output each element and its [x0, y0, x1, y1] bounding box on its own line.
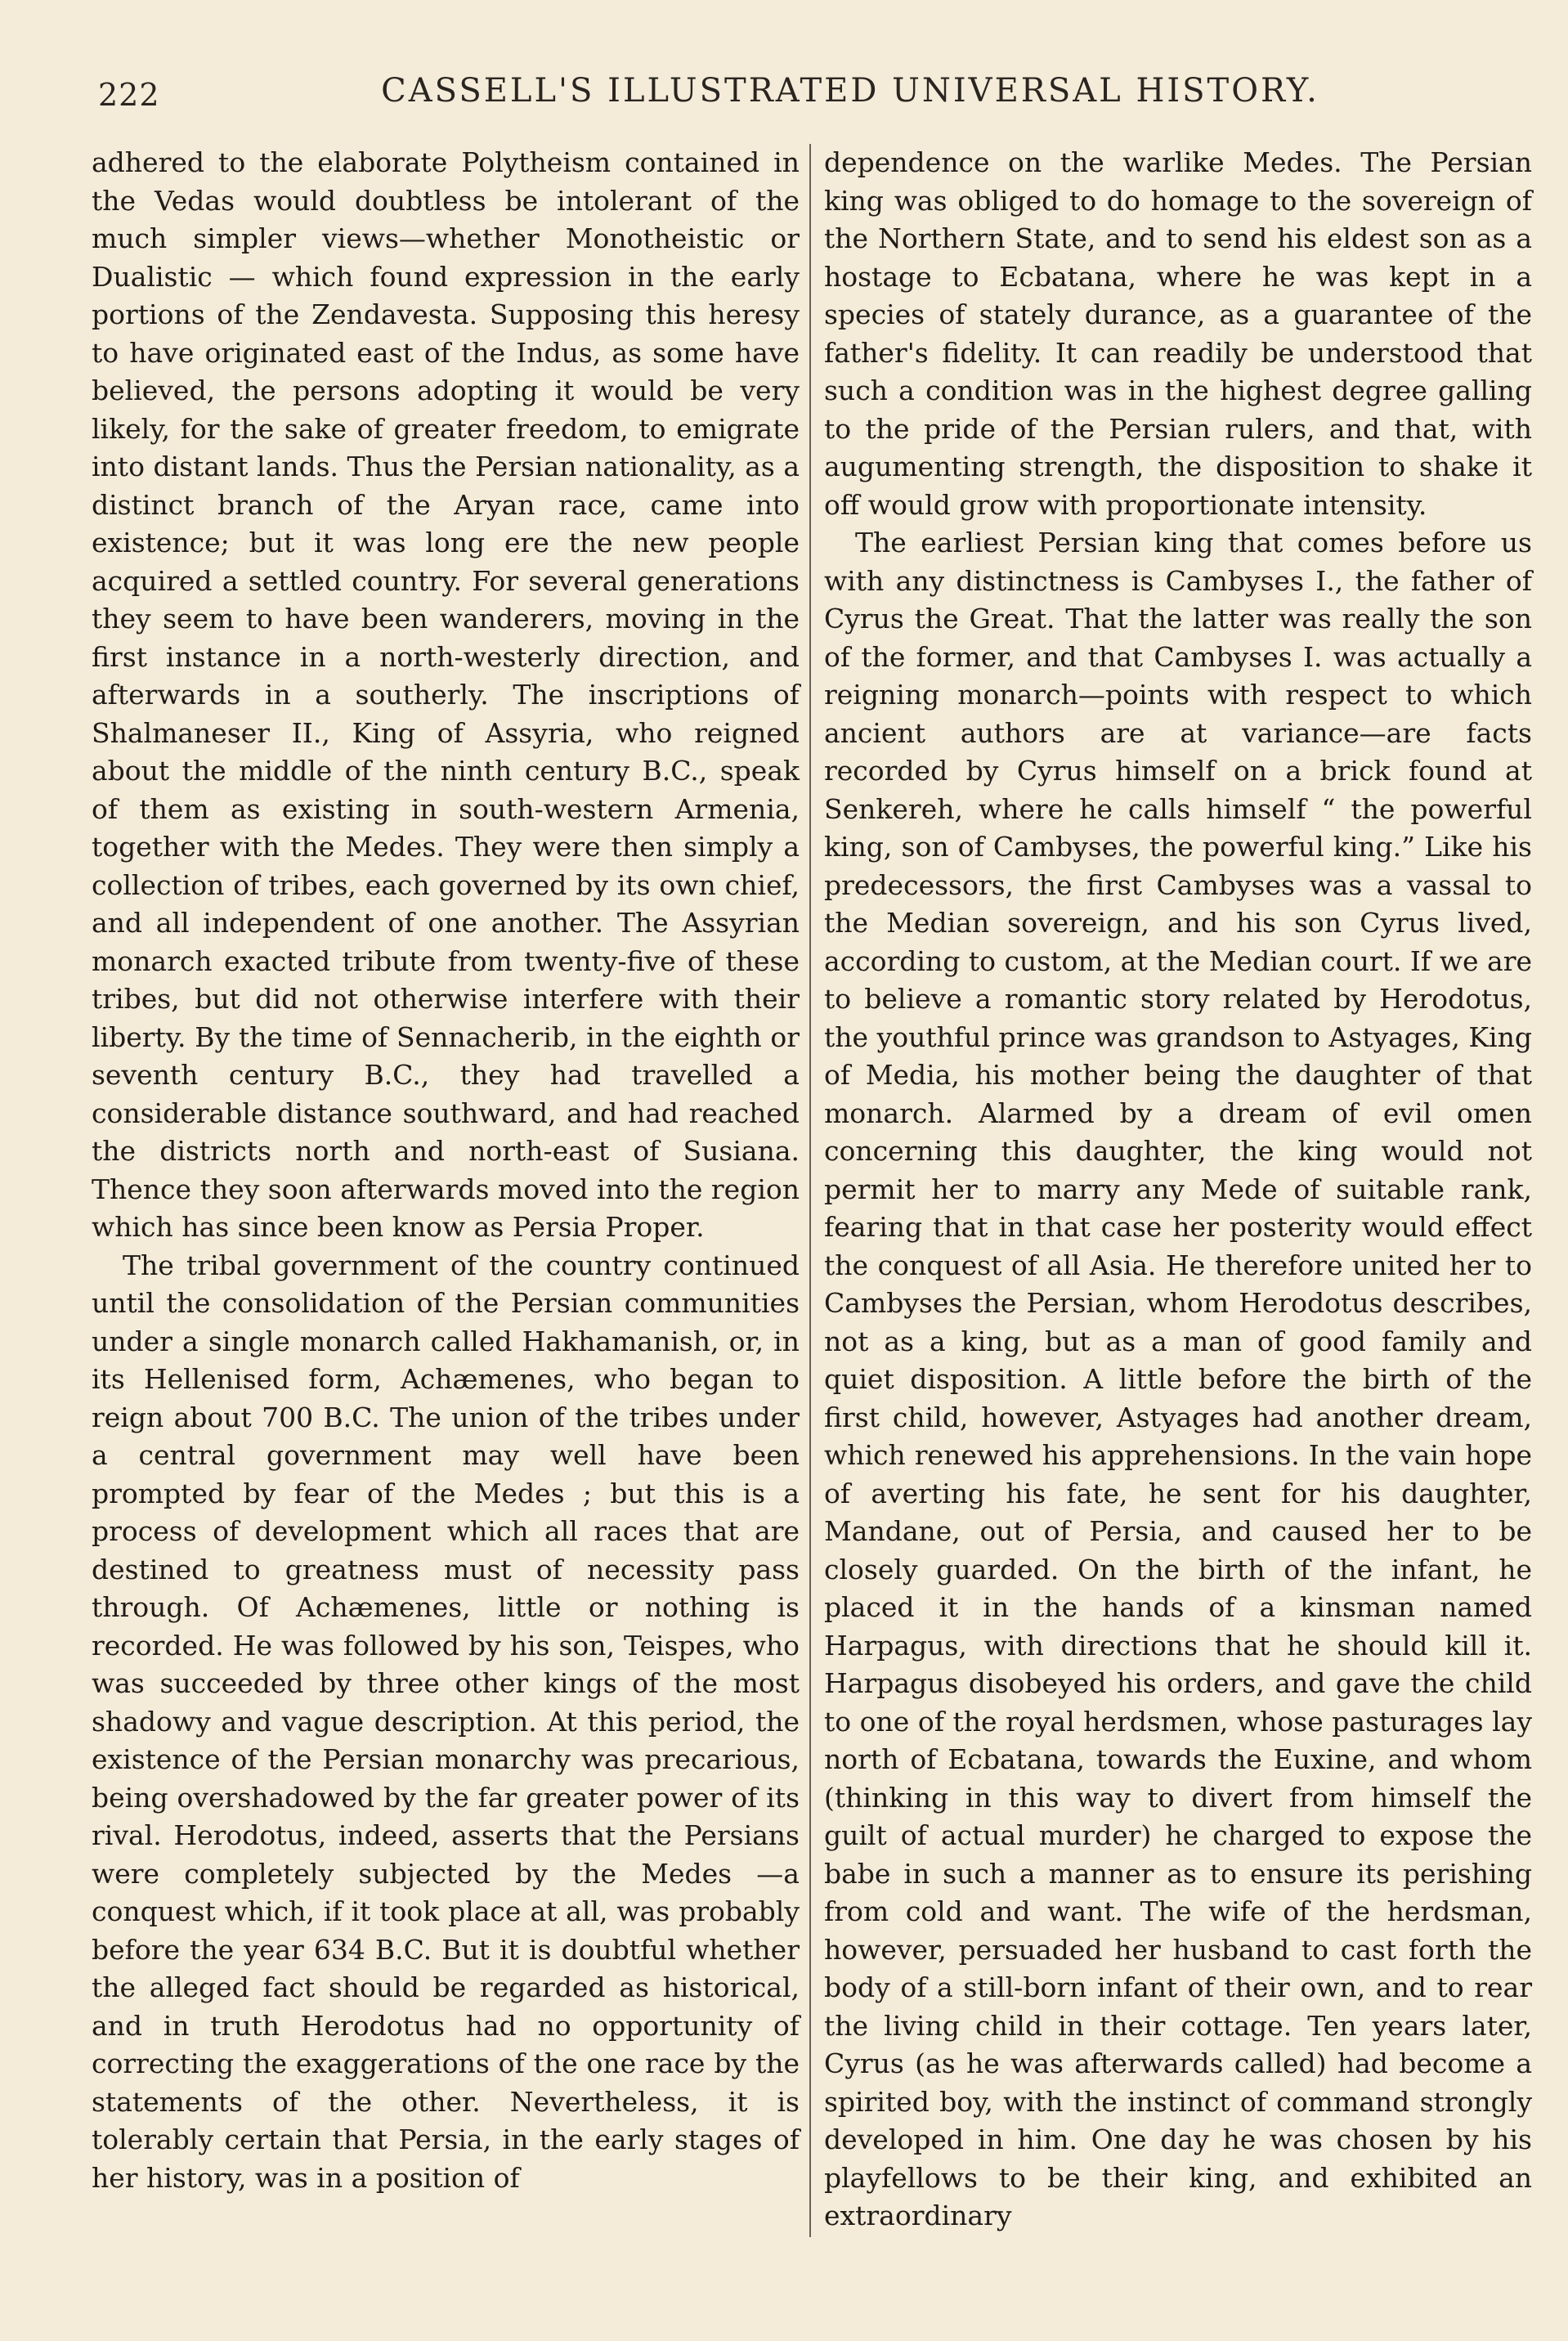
page-number: 222: [98, 77, 160, 113]
column-divider: [809, 144, 811, 2237]
left-paragraph-2: The tribal government of the country continued until the consolidation of the Persian communities under a single monarch called Hakhamanish, or, in its Hellenised form, Achæmenes, who began to reign about 700 B.C. The union of the tribes under a central government may well have been prompted by fear of the Medes ; but this is a process of development which all races that are destined to greatness must of necessity pass through. Of Achæmenes, little or nothing is recorded. He was followed by his son, Teispes, who was succeeded by three other kings of the most shadowy and vague description. At this period, the existence of the Persian monarchy was precarious, being overshadowed by the far greater power of its rival. Herodotus, indeed, asserts that the Persians were completely subjected by the Medes —a conquest which, if it took place at all, was probably before the year 634 B.C. But it is doubtful whether the alleged fact should be regarded as historical, and in truth Herodotus had no opportunity of correcting the exaggerations of the one race by the statements of the other. Nevertheless, it is tolerably certain that Persia, in the early stages of her history, was in a position of: [92, 1249, 800, 2194]
left-paragraph-1: adhered to the elaborate Polytheism contained in the Vedas would doubtless be intolerant of the much simpler views—whether Monotheistic or Dualistic — which found expression in the early portions of the Zendavesta. Supposing this heresy to have originated east of the Indus, as some have believed, the persons adopting it would be very likely, for the sake of greater freedom, to emigrate into distant lands. Thus the Persian nationality, as a distinct branch of the Aryan race, came into existence; but it was long ere the new people acquired a settled country. For several generations they seem to have been wanderers, moving in the first instance in a north-westerly direction, and afterwards in a southerly. The inscriptions of Shalmaneser II., King of Assyria, who reigned about the middle of the ninth century B.C., speak of them as existing in south-western Armenia, together with the Medes. They were then simply a collection of tribes, each governed by its own chief, and all independent of one another. The Assyrian monarch exacted tribute from twenty-five of these tribes, but did not otherwise interfere with their liberty. By the time of Sennacherib, in the eighth or seventh century B.C., they had travelled a considerable distance southward, and had reached the districts north and north-east of Susiana. Thence they soon afterwards moved into the region which has since been know as Persia Proper.: [92, 146, 800, 1243]
right-column: [824, 144, 1532, 2236]
page-header: [90, 69, 1529, 118]
right-paragraph-2: The earliest Persian king that comes before us with any distinctness is Cambyses I., the father of Cyrus the Great. That the latter was really the son of the former, and that Cambyses I. was actually a reigning monarch—points with respect to which ancient authors are at variance—are facts recorded by Cyrus himself on a brick found at Senkereh, where he calls himself “ the powerful king, son of Cambyses, the powerful king.” Like his predecessors, the first Cambyses was a vassal to the Median sovereign, and his son Cyrus lived, according to custom, at the Median court. If we are to believe a romantic story related by Herodotus, the youthful prince was grandson to Astyages, King of Media, his mother being the daughter of that monarch. Alarmed by a dream of evil omen concerning this daughter, the king would not permit her to marry any Mede of suitable rank, fearing that in that case her posterity would effect the conquest of all Asia. He therefore united her to Cambyses the Persian, whom Herodotus describes, not as a king, but as a man of good family and quiet disposition. A little before the birth of the first child, however, Astyages had another dream, which renewed his apprehensions. In the vain hope of averting his fate, he sent for his daughter, Mandane, out of Persia, and caused her to be closely guarded. On the birth of the infant, he placed it in the hands of a kinsman named Harpagus, with directions that he should kill it. Harpagus disobeyed his orders, and gave the child to one of the royal herdsmen, whose pasturages lay north of Ecbatana, towards the Euxine, and whom (thinking in this way to divert from himself the guilt of actual murder) he charged to expose the babe in such a manner as to ensure its perishing from cold and want. The wife of the herdsman, however, persuaded her husband to cast forth the body of a still-born infant of their own, and to rear the living child in their cottage. Ten years later, Cyrus (as he was afterwards called) had become a spirited boy, with the instinct of command strongly developed in him. One day he was chosen by his playfellows to be their king, and exhibited an extraordinary: [824, 527, 1532, 2231]
running-title: CASSELL'S ILLUSTRATED UNIVERSAL HISTORY.: [381, 72, 1319, 110]
right-paragraph-1: dependence on the warlike Medes. The Persian king was obliged to do homage to the sovereign of the Northern State, and to send his eldest son as a hostage to Ecbatana, where he was kept in a species of stately durance, as a guarantee of the father's fidelity. It can readily be understood that such a condition was in the highest degree galling to the pride of the Persian rulers, and that, with augumenting strength, the disposition to shake it off would grow with proportionate intensity.: [824, 146, 1532, 521]
left-column: [92, 144, 800, 2197]
